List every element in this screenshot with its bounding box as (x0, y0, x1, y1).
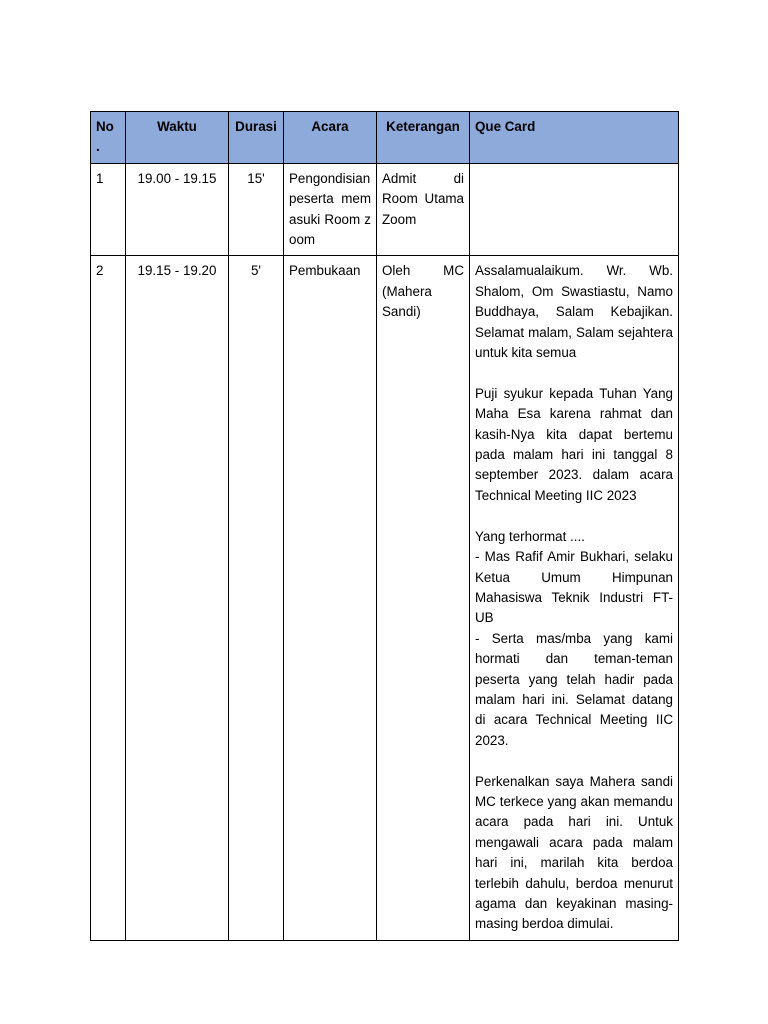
cell-acara: Pembukaan (284, 256, 377, 940)
cell-durasi: 5' (229, 256, 284, 940)
cell-acara (284, 163, 377, 256)
que-card-paragraph: Assalamualaikum. Wr. Wb. Shalom, Om Swastiastu, Namo Buddhaya, Salam Kebajikan. Selamat malam, Salam sejahtera untuk kita semua (475, 263, 673, 361)
table-row (91, 256, 679, 940)
cell-que-card (470, 256, 679, 940)
header-no: No . (91, 112, 126, 164)
cell-que-card (470, 163, 679, 256)
table-header-row (91, 112, 679, 164)
cell-durasi: 15' (229, 163, 284, 256)
que-card-paragraph: Perkenalkan saya Mahera sandi MC terkece yang akan memandu acara pada hari ini. Untuk mengawali acara pada malam hari ini, marilah kita berdoa terlebih dahulu, berdoa menurut agama dan keyakinan masing-masing berdoa dimulai. (475, 773, 673, 932)
cell-keterangan: Oleh MC (Mahera Sandi) (377, 256, 470, 940)
header-waktu: Waktu (126, 112, 229, 164)
cell-no: 2 (91, 256, 126, 940)
cell-waktu: 19.00 - 19.15 (126, 163, 229, 256)
header-acara: Acara (284, 112, 377, 164)
cell-keterangan: Admit di Room Utama Zoom (377, 163, 470, 256)
header-durasi: Durasi (229, 112, 284, 164)
header-keterangan: Keterangan (377, 112, 470, 164)
cell-no: 1 (91, 163, 126, 256)
header-que-card: Que Card (470, 112, 679, 164)
cell-acara-text: Pengondisian peserta memasuki Room zoom (289, 170, 371, 248)
table-row (91, 163, 679, 256)
rundown-table (90, 111, 679, 941)
cell-waktu: 19.15 - 19.20 (126, 256, 229, 940)
que-card-paragraph: Yang terhormat .... - Mas Rafif Amir Bukhari, selaku Ketua Umum Himpunan Mahasiswa Teknik Industri FT-UB - Serta mas/mba yang kami hormati dan teman-teman peserta yang telah hadir pada malam hari ini. Selamat datang di acara Technical Meeting IIC 2023. (475, 528, 673, 748)
que-card-paragraph: Puji syukur kepada Tuhan Yang Maha Esa karena rahmat dan kasih-Nya kita dapat bertemu pada malam hari ini tanggal 8 september 2023. dalam acara Technical Meeting IIC 2023 (475, 385, 673, 503)
